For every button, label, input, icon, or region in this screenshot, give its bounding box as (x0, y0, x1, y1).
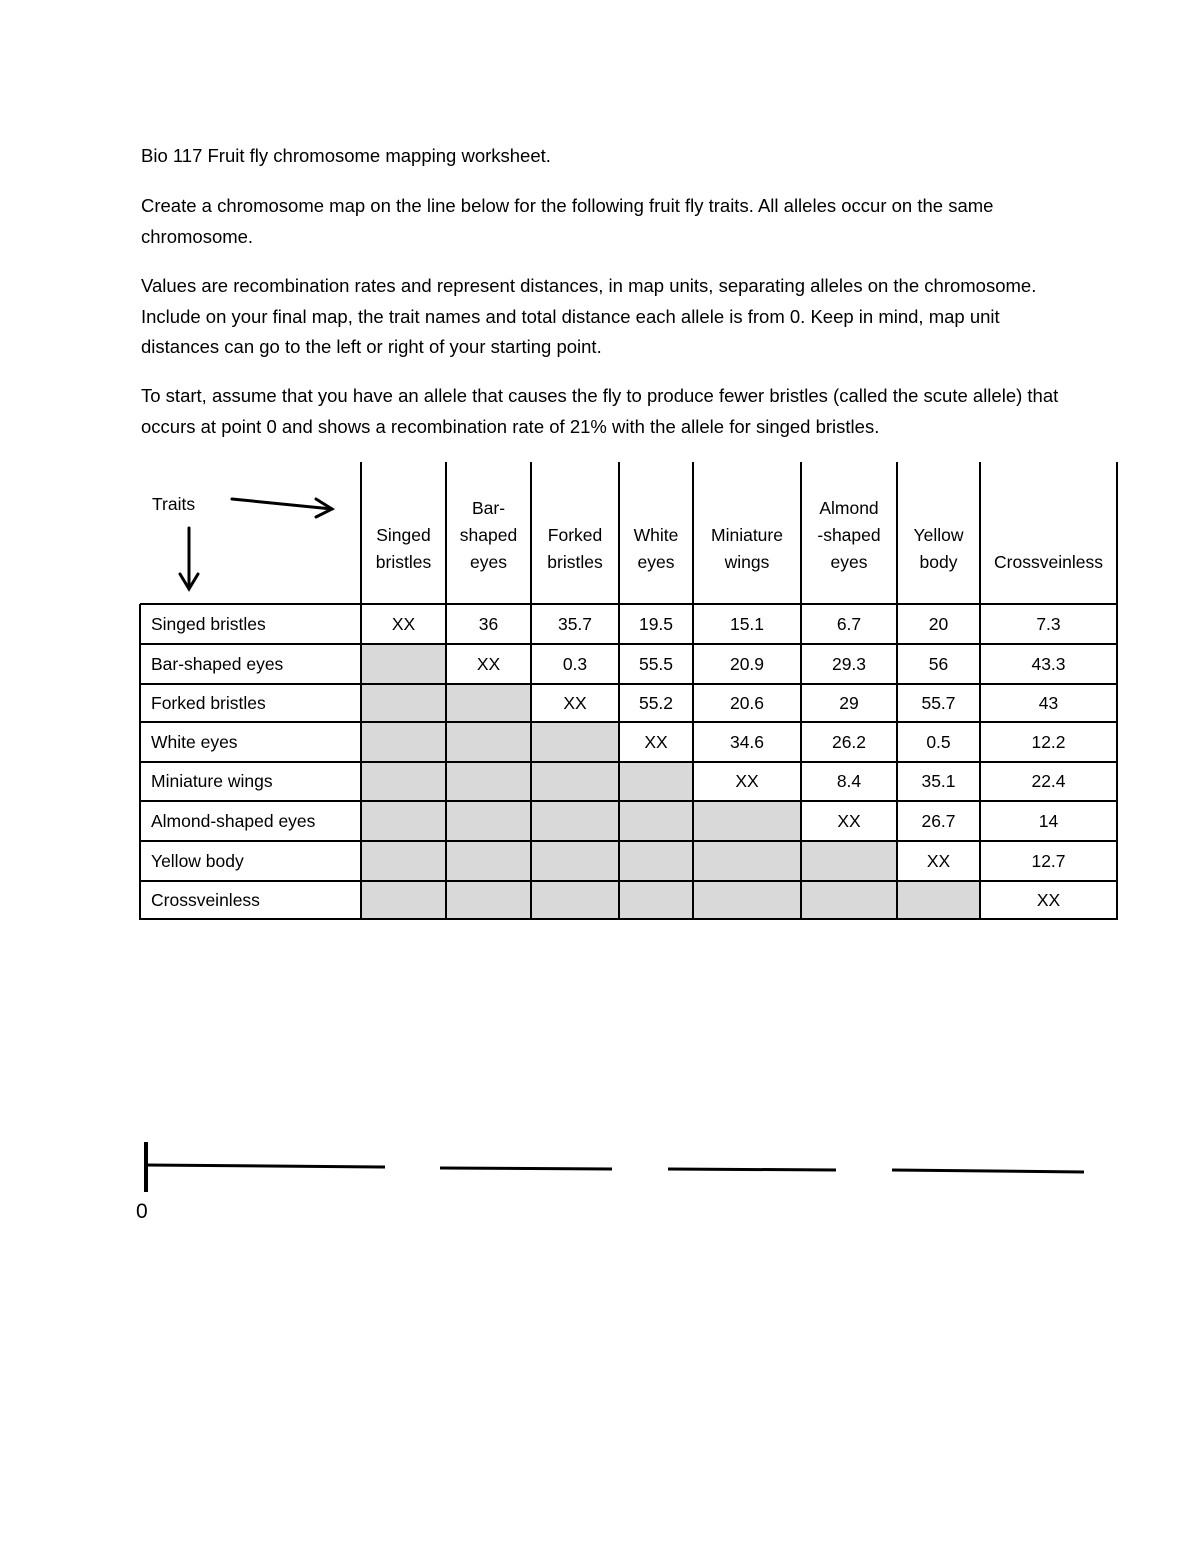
table-cell: 29 (839, 692, 859, 713)
row-label: Forked bristles (151, 692, 266, 713)
map-zero-label: 0 (136, 1200, 148, 1223)
table-cell: 56 (928, 653, 949, 674)
row-label: Singed bristles (151, 613, 266, 634)
table-cell: 8.4 (836, 771, 862, 791)
table-cell: 20 (928, 613, 949, 634)
table-cell: 19.5 (638, 613, 674, 634)
table-cell: XX (476, 653, 501, 674)
instructions-paragraph-1: Create a chromosome map on the line below for the following fruit fly traits. All alleles occur on the same chromosome. (141, 195, 994, 247)
instructions-paragraph-2: Values are recombination rates and represent distances, in map units, separating alleles on the chromosome. Include on your final map, the trait names and total distance each allele is from 0. Keep in mind, map unit distances can go to the left or right of your starting point. (141, 275, 1037, 357)
table-cell: 35.1 (921, 771, 956, 791)
table-cell: 12.2 (1031, 731, 1066, 752)
column-header-line: eyes (637, 552, 675, 572)
table-cell: 20.6 (729, 692, 765, 713)
column-header-line: Miniature (711, 525, 783, 545)
table-cell: 15.1 (729, 613, 765, 634)
table-cell: 34.6 (729, 731, 765, 752)
row-label: Yellow body (151, 850, 244, 871)
table-cell: 22.4 (1031, 771, 1066, 791)
column-header-line: -shaped (817, 525, 881, 545)
column-header-line: Yellow (913, 525, 964, 545)
table-cell: 55.5 (638, 653, 674, 674)
map-line-segment (668, 1169, 836, 1170)
map-line-segment (440, 1168, 612, 1169)
column-header-line: eyes (830, 552, 868, 572)
table-cell: 0.5 (926, 731, 951, 752)
map-line-segment (892, 1170, 1084, 1172)
table-cell: 55.2 (638, 692, 674, 713)
row-label: Almond-shaped eyes (151, 810, 316, 831)
column-header-line: Crossveinless (994, 552, 1103, 572)
table-cell: XX (644, 731, 668, 752)
row-label: Miniature wings (151, 771, 273, 791)
column-header-line: bristles (375, 552, 432, 572)
row-label: White eyes (151, 731, 238, 752)
column-header-line: Singed (376, 525, 431, 545)
column-header-line: bristles (547, 552, 603, 572)
column-header-line: Forked (547, 525, 603, 545)
table-cell: 35.7 (557, 613, 593, 634)
table-cell: 26.7 (921, 810, 956, 831)
table-cell: XX (837, 810, 861, 831)
column-header-line: body (919, 552, 958, 572)
table-cell: 12.7 (1031, 850, 1066, 871)
table-cell: XX (1036, 889, 1061, 910)
table-cell: 55.7 (921, 692, 956, 713)
table-cell: 6.7 (836, 613, 862, 634)
table-cell: 20.9 (729, 653, 765, 674)
row-label: Crossveinless (151, 889, 260, 910)
table-cell: XX (563, 692, 587, 713)
table-cell: 14 (1038, 810, 1059, 831)
table-cell: 26.2 (831, 731, 867, 752)
column-header-line: White (633, 525, 679, 545)
table-cell: 36 (478, 613, 499, 634)
row-label: Bar-shaped eyes (151, 653, 284, 674)
column-header-line: wings (724, 552, 770, 572)
table-cell: 7.3 (1036, 613, 1061, 634)
instructions-paragraph-3: To start, assume that you have an allele that causes the fly to produce fewer bristles (called the scute allele) that occurs at point 0 and shows a recombination rate of 21% with the allele for singed bristles. (141, 385, 1059, 437)
table-cell: 43.3 (1031, 653, 1066, 674)
table-cell: XX (391, 613, 416, 634)
worksheet-title: Bio 117 Fruit fly chromosome mapping worksheet. (141, 145, 551, 166)
table-cell: XX (735, 771, 759, 791)
column-header-line: Bar- (471, 498, 506, 518)
traits-corner-label: Traits (152, 494, 196, 514)
table-cell: XX (926, 850, 951, 871)
table-cell: 29.3 (831, 653, 867, 674)
table-cell: 0.3 (562, 653, 588, 674)
column-header-line: Almond (819, 498, 879, 518)
column-header-line: eyes (470, 552, 507, 572)
column-header-line: shaped (459, 525, 518, 545)
map-line-segment (146, 1165, 385, 1167)
table-cell: 43 (1038, 692, 1059, 713)
